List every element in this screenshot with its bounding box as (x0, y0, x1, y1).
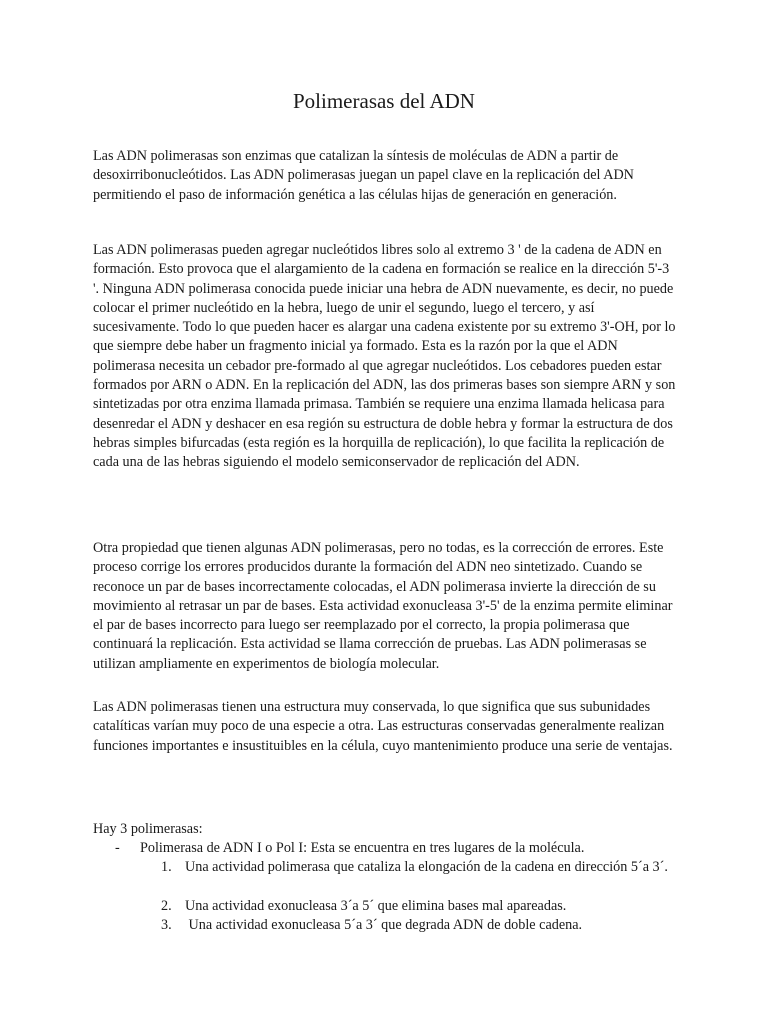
item-number: 1. (161, 859, 172, 875)
item-number: 2. (161, 898, 172, 914)
paragraph-intro: Las ADN polimerasas son enzimas que catalizan la síntesis de moléculas de ADN a partir de desoxirribonucleótidos. Las ADN polimerasas juegan un papel clave en la replicación del ADN permitiendo el paso de información genética a las células hijas de generación en generación. (93, 148, 634, 203)
item-text: Una actividad polimerasa que cataliza la elongación de la cadena en dirección 5´a 3´. (185, 859, 668, 875)
bullet-marker: - (115, 840, 120, 856)
paragraph-nucleotides: Las ADN polimerasas pueden agregar nucleótidos libres solo al extremo 3 ' de la cadena de ADN en formación. Esto provoca que el alargamiento de la cadena en formación se realice en la dirección 5'-3 '. Ninguna ADN polimerasa conocida puede iniciar una hebra de ADN nuevamente, es decir, no puede colocar el primer nucleótido en la hebra, luego de unir el segundo, luego el tercero, y así sucesivamente. Todo lo que pueden hacer es alargar una cadena existente por su extremo 3'-OH, por lo que siempre debe haber un fragmento inicial ya formado. Esta es la razón por la que el ADN polimerasa necesita un cebador pre-formado al que agregar nucleótidos. Los cebadores pueden estar formados por ARN o ADN. En la replicación del ADN, las dos primeras bases son siempre ARN y son sintetizadas por otra enzima llamada primasa. También se requiere una enzima llamada helicasa para desenredar el ADN y deshacer en esa región su estructura de doble hebra y formar la estructura de dos hebras simples bifurcadas (esta región es la horquilla de replicación), lo que facilita la replicación de cada una de las hebras siguiendo el modelo semiconservador de replicación del ADN. (93, 242, 676, 471)
item-number: 3. (161, 917, 172, 933)
numbered-item-3 (161, 916, 681, 935)
numbered-item-1 (161, 858, 681, 877)
paragraph-conserved-structure: Las ADN polimerasas tienen una estructura muy conservada, lo que significa que sus subunidades catalíticas varían muy poco de una especie a otra. Las estructuras conservadas generalmente realizan funciones importantes e insustituibles en la célula, cuyo mantenimiento produce una serie de ventajas. (93, 699, 673, 754)
bullet-item-pol-i (115, 839, 685, 858)
page-title: Polimerasas del ADN (293, 89, 475, 113)
numbered-item-2 (161, 897, 681, 916)
item-text: Una actividad exonucleasa 3´a 5´ que elimina bases mal apareadas. (185, 898, 567, 914)
item-text: Una actividad exonucleasa 5´a 3´ que degrada ADN de doble cadena. (185, 917, 583, 933)
list-intro: Hay 3 polimerasas: (93, 821, 203, 837)
bullet-text: Polimerasa de ADN I o Pol I: Esta se encuentra en tres lugares de la molécula. (140, 840, 585, 856)
paragraph-error-correction: Otra propiedad que tienen algunas ADN polimerasas, pero no todas, es la corrección de errores. Este proceso corrige los errores producidos durante la formación del ADN neo sintetizado. Cuando se reconoce un par de bases incorrectamente colocadas, el ADN polimerasa invierte la dirección de su movimiento al retrasar un par de bases. Esta actividad exonucleasa 3'-5' de la enzima permite eliminar el par de bases incorrecto para luego ser reemplazado por el correcto, la propia polimerasa que continuará la replicación. Esta actividad se llama corrección de pruebas. Las ADN polimerasas se utilizan ampliamente en experimentos de biología molecular. (93, 540, 673, 672)
